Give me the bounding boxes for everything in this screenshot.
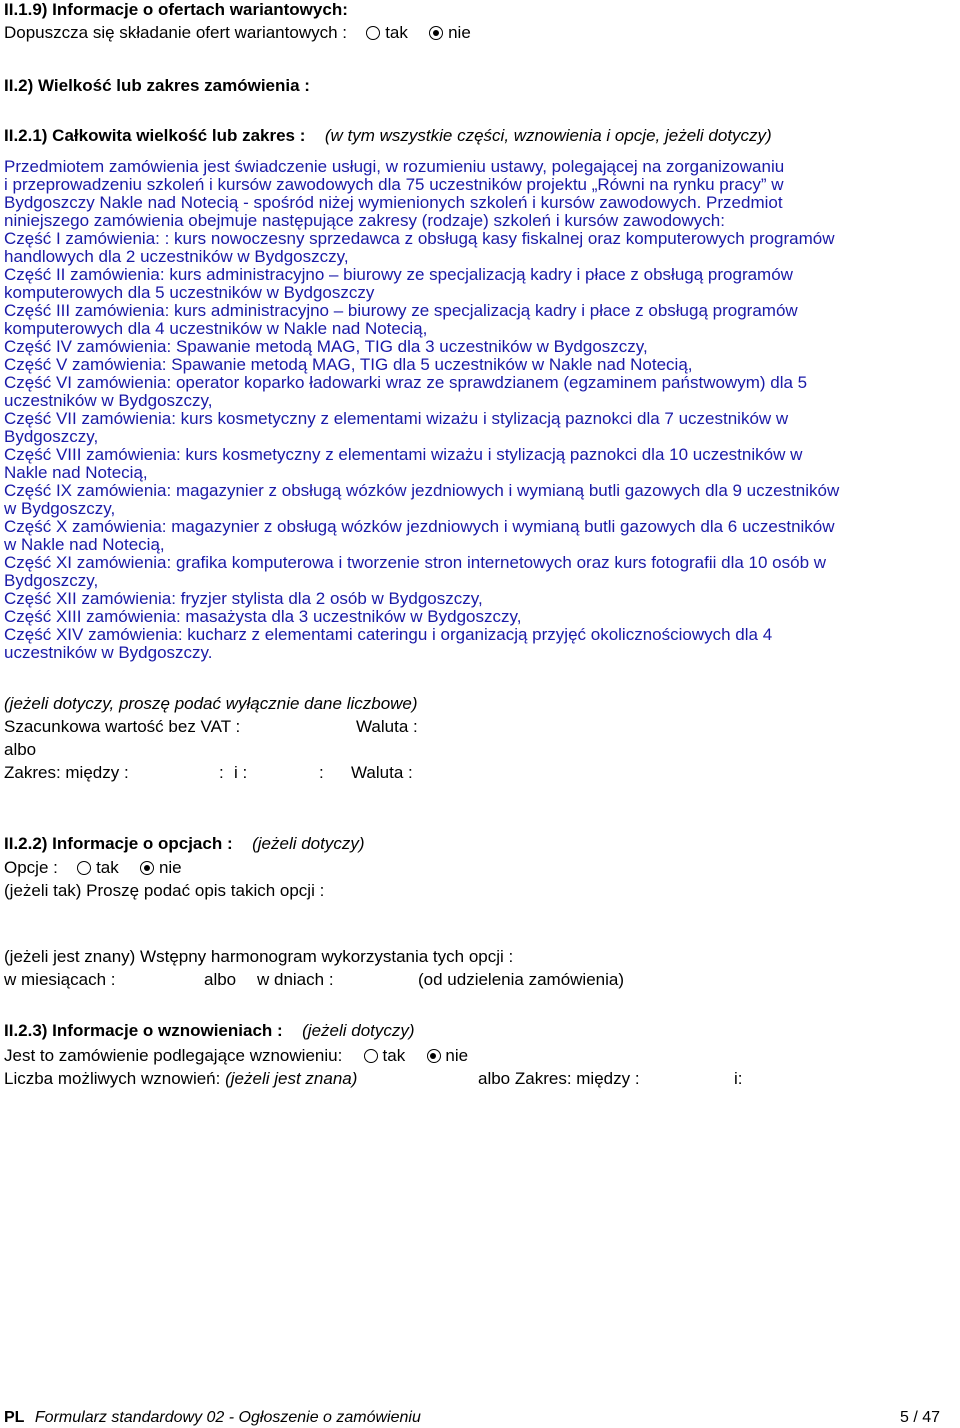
renewal-yes-label: tak bbox=[382, 1046, 406, 1065]
description-line: Bydgoszczy Nakle nad Notecią - spośród niżej wymienionych szkoleń i kursów zawodowych. Przedmiot bbox=[4, 193, 783, 212]
page-footer bbox=[4, 1408, 940, 1428]
renewal-no-label: nie bbox=[445, 1046, 469, 1065]
options-row bbox=[4, 858, 182, 878]
variant-yes-radio[interactable] bbox=[366, 26, 380, 40]
part-line: Część VIII zamówienia: kurs kosmetyczny z elementami wizażu i stylizacją paznokci dla 10 uczestników w bbox=[4, 445, 803, 464]
section-ii-2-3-note: (jeżeli dotyczy) bbox=[302, 1021, 415, 1040]
footer-language: PL bbox=[4, 1409, 25, 1426]
section-ii-2-1-header bbox=[4, 126, 772, 146]
days-label: w dniach : bbox=[257, 970, 334, 989]
part-line: Część V zamówienia: Spawanie metodą MAG, TIG dla 5 uczestników w Nakle nad Notecią, bbox=[4, 355, 693, 374]
from-award-label: (od udzielenia zamówienia) bbox=[418, 970, 625, 989]
contract-description bbox=[4, 158, 956, 662]
options-no-label: nie bbox=[158, 858, 182, 877]
section-ii-2-2-header bbox=[4, 834, 365, 854]
options-yes-label: tak bbox=[96, 858, 119, 877]
currency-label: Waluta : bbox=[356, 717, 418, 736]
part-line: Część VI zamówienia: operator koparko ładowarki wraz ze sprawdzianem (egzaminem państwowym) dla 5 bbox=[4, 373, 808, 392]
section-ii-2-3-header bbox=[4, 1021, 415, 1041]
range-colon: : bbox=[219, 763, 224, 782]
months-label: w miesiącach : bbox=[4, 970, 116, 989]
renewal-label: Jest to zamówienie podlegające wznowieniu: bbox=[4, 1046, 343, 1065]
options-description-label: (jeżeli tak) Proszę podać opis takich opcji : bbox=[4, 881, 325, 900]
range-label: Zakres: między : bbox=[4, 763, 129, 782]
numeric-note: (jeżeli dotyczy, proszę podać wyłącznie dane liczbowe) bbox=[4, 694, 418, 713]
part-line: Nakle nad Notecią, bbox=[4, 463, 148, 482]
part-line: Część X zamówienia: magazynier z obsługą wózków jezdniowych i wymianą butli gazowych dla 6 uczestników bbox=[4, 517, 835, 536]
renewal-count-note: (jeżeli jest znana) bbox=[225, 1069, 358, 1088]
part-line: uczestników w Bydgoszczy, bbox=[4, 391, 213, 410]
part-line: Część III zamówienia: kurs administracyjno – biurowy ze specjalizacją kadry i płace z obsługą programów bbox=[4, 301, 798, 320]
part-line: Bydgoszczy, bbox=[4, 571, 99, 590]
range-and-label: i : bbox=[234, 763, 248, 782]
renewal-range-and: i: bbox=[734, 1069, 743, 1088]
or-label-2: albo bbox=[204, 970, 237, 989]
section-heading-ii-2-2: II.2.2) Informacje o opcjach : bbox=[4, 834, 233, 853]
variant-offers-row bbox=[4, 23, 471, 43]
variant-no-radio[interactable] bbox=[429, 26, 443, 40]
description-line: i przeprowadzeniu szkoleń i kursów zawodowych dla 75 uczestników projektu „Równi na rynku pracy” w bbox=[4, 175, 784, 194]
description-line: Przedmiotem zamówienia jest świadczenie usługi, w rozumieniu ustawy, polegającej na zorganizowaniu bbox=[4, 157, 785, 176]
section-heading-ii-2-1: II.2.1) Całkowita wielkość lub zakres : bbox=[4, 126, 306, 145]
part-line: handlowych dla 2 uczestników w Bydgoszczy, bbox=[4, 247, 349, 266]
range-currency-label: Waluta : bbox=[351, 763, 413, 782]
renewal-row bbox=[4, 1046, 468, 1066]
part-line: w Bydgoszczy, bbox=[4, 499, 116, 518]
or-label: albo bbox=[4, 740, 37, 759]
part-line: Część XIV zamówienia: kucharz z elementami cateringu i organizacją przyjęć okolicznościowych dla 4 bbox=[4, 625, 773, 644]
options-label: Opcje : bbox=[4, 858, 58, 877]
options-yes-radio[interactable] bbox=[77, 861, 91, 875]
part-line: Część II zamówienia: kurs administracyjno – biurowy ze specjalizacją kadry i płace z obsługą programów bbox=[4, 265, 793, 284]
range-colon-2: : bbox=[319, 763, 324, 782]
variant-offers-label: Dopuszcza się składanie ofert wariantowych : bbox=[4, 23, 347, 42]
part-line: uczestników w Bydgoszczy. bbox=[4, 643, 213, 662]
section-ii-2-1-note: (w tym wszystkie części, wznowienia i opcje, jeżeli dotyczy) bbox=[324, 126, 772, 145]
part-line: Część IV zamówienia: Spawanie metodą MAG, TIG dla 3 uczestników w Bydgoszczy, bbox=[4, 337, 648, 356]
part-line: Część I zamówienia: : kurs nowoczesny sprzedawca z obsługą kasy fiskalnej oraz komputerowych programów bbox=[4, 229, 835, 248]
part-line: Bydgoszczy, bbox=[4, 427, 99, 446]
options-no-radio[interactable] bbox=[140, 861, 154, 875]
section-ii-2-2-note: (jeżeli dotyczy) bbox=[252, 834, 365, 853]
section-heading-ii-2-3: II.2.3) Informacje o wznowieniach : bbox=[4, 1021, 283, 1040]
part-line: Część XII zamówienia: fryzjer stylista dla 2 osób w Bydgoszczy, bbox=[4, 589, 483, 608]
part-line: komputerowych dla 4 uczestników w Nakle nad Notecią, bbox=[4, 319, 428, 338]
part-line: komputerowych dla 5 uczestników w Bydgoszczy bbox=[4, 283, 375, 302]
estimated-value-label: Szacunkowa wartość bez VAT : bbox=[4, 717, 241, 736]
renewal-no-radio[interactable] bbox=[427, 1049, 441, 1063]
part-line: w Nakle nad Notecią, bbox=[4, 535, 165, 554]
part-line: Część VII zamówienia: kurs kosmetyczny z elementami wizażu i stylizacją paznokci dla 7 uczestników w bbox=[4, 409, 789, 428]
section-heading-ii-2: II.2) Wielkość lub zakres zamówienia : bbox=[4, 76, 310, 95]
renewal-count-row bbox=[4, 1069, 357, 1089]
footer-title: Formularz standardowy 02 - Ogłoszenie o zamówieniu bbox=[34, 1409, 421, 1426]
renewal-range-label: albo Zakres: między : bbox=[478, 1069, 640, 1088]
part-line: Część IX zamówienia: magazynier z obsługą wózków jezdniowych i wymianą butli gazowych dla 9 uczestników bbox=[4, 481, 840, 500]
footer-page-number: 5 / 47 bbox=[899, 1409, 940, 1426]
options-schedule-label: (jeżeli jest znany) Wstępny harmonogram wykorzystania tych opcji : bbox=[4, 947, 514, 966]
part-line: Część XI zamówienia: grafika komputerowa i tworzenie stron internetowych oraz kurs fotografii dla 10 osób w bbox=[4, 553, 827, 572]
variant-no-label: nie bbox=[448, 23, 471, 42]
description-line: niniejszego zamówienia obejmuje następujące zakresy (rodzaje) szkoleń i kursów zawodowych: bbox=[4, 211, 725, 230]
renewal-count-label: Liczba możliwych wznowień: bbox=[4, 1069, 221, 1088]
section-heading-ii-1-9: II.1.9) Informacje o ofertach wariantowych: bbox=[4, 0, 348, 19]
part-line: Część XIII zamówienia: masażysta dla 3 uczestników w Bydgoszczy, bbox=[4, 607, 522, 626]
renewal-yes-radio[interactable] bbox=[364, 1049, 378, 1063]
variant-yes-label: tak bbox=[385, 23, 408, 42]
